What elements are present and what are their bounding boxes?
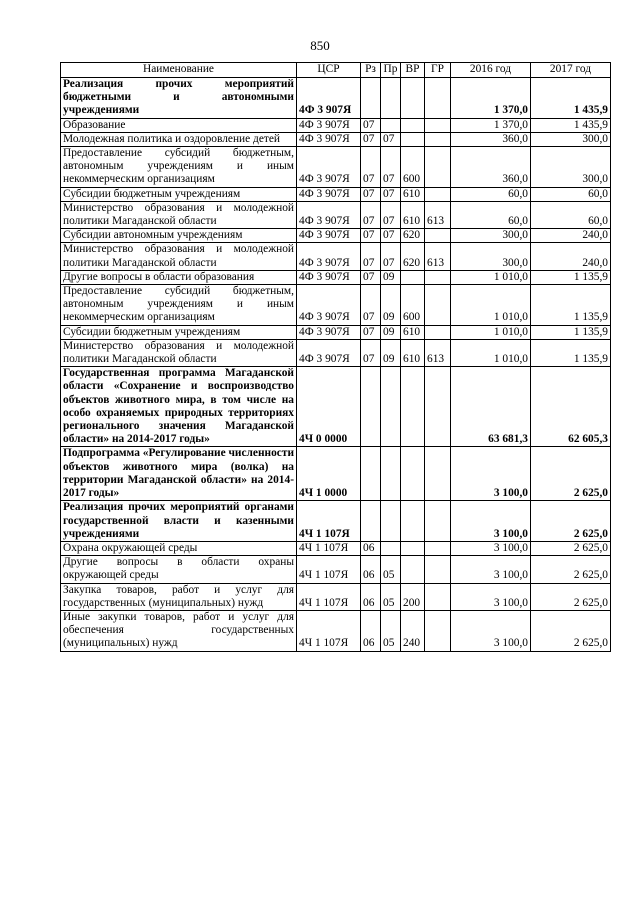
cell-csr: 4Ф 3 907Я — [297, 285, 361, 326]
header-2016: 2016 год — [451, 63, 531, 78]
cell-gr — [425, 556, 451, 583]
cell-rz — [361, 78, 381, 119]
cell-name: Реализация прочих мероприятий бюджетными и автономными учреждениями — [61, 78, 297, 119]
cell-csr: 4Ф 3 907Я — [297, 229, 361, 243]
cell-gr — [425, 270, 451, 284]
cell-name: Иные закупки товаров, работ и услуг для обеспечения государственных (муниципальных) нужд — [61, 610, 297, 651]
cell-vr: 240 — [401, 610, 425, 651]
cell-2016: 3 100,0 — [451, 501, 531, 542]
cell-gr — [425, 447, 451, 501]
cell-rz: 07 — [361, 201, 381, 228]
cell-name: Молодежная политика и оздоровление детей — [61, 132, 297, 146]
cell-vr: 610 — [401, 339, 425, 366]
table-row — [61, 147, 611, 188]
cell-gr — [425, 132, 451, 146]
cell-gr — [425, 229, 451, 243]
table-row — [61, 367, 611, 447]
cell-rz: 07 — [361, 147, 381, 188]
cell-2016: 60,0 — [451, 201, 531, 228]
cell-2016: 1 370,0 — [451, 78, 531, 119]
cell-2017: 2 625,0 — [531, 541, 611, 555]
header-2017: 2017 год — [531, 63, 611, 78]
cell-csr: 4Ч 1 107Я — [297, 501, 361, 542]
cell-2017: 1 435,9 — [531, 78, 611, 119]
cell-name: Другие вопросы в области охраны окружающей среды — [61, 556, 297, 583]
cell-pr — [381, 541, 401, 555]
cell-2016: 360,0 — [451, 132, 531, 146]
header-rz: Рз — [361, 63, 381, 78]
table-row — [61, 556, 611, 583]
cell-2017: 2 625,0 — [531, 447, 611, 501]
cell-2016: 3 100,0 — [451, 583, 531, 610]
cell-rz: 07 — [361, 132, 381, 146]
cell-csr: 4Ф 3 907Я — [297, 270, 361, 284]
cell-name: Подпрограмма «Регулирование численности объектов животного мира (волка) на территории Магаданской области» на 2014-2017 годы» — [61, 447, 297, 501]
cell-vr: 600 — [401, 285, 425, 326]
cell-csr: 4Ч 1 0000 — [297, 447, 361, 501]
cell-vr: 610 — [401, 187, 425, 201]
header-name: Наименование — [61, 63, 297, 78]
cell-pr: 07 — [381, 229, 401, 243]
cell-rz — [361, 447, 381, 501]
table-row — [61, 285, 611, 326]
cell-gr — [425, 367, 451, 447]
cell-2017: 2 625,0 — [531, 583, 611, 610]
budget-table — [60, 62, 611, 652]
cell-gr — [425, 325, 451, 339]
cell-gr — [425, 583, 451, 610]
cell-rz — [361, 367, 381, 447]
cell-name: Министерство образования и молодежной политики Магаданской области — [61, 339, 297, 366]
table-row — [61, 201, 611, 228]
table-row — [61, 501, 611, 542]
cell-csr: 4Ф 3 907Я — [297, 118, 361, 132]
cell-vr — [401, 78, 425, 119]
table-row — [61, 583, 611, 610]
cell-pr — [381, 118, 401, 132]
header-gr: ГР — [425, 63, 451, 78]
cell-rz: 07 — [361, 285, 381, 326]
table-body — [61, 78, 611, 652]
cell-rz: 06 — [361, 610, 381, 651]
cell-rz — [361, 501, 381, 542]
header-pr: Пр — [381, 63, 401, 78]
table-row — [61, 541, 611, 555]
cell-vr — [401, 270, 425, 284]
cell-rz: 07 — [361, 270, 381, 284]
cell-gr: 613 — [425, 201, 451, 228]
cell-vr — [401, 132, 425, 146]
cell-2016: 3 100,0 — [451, 556, 531, 583]
cell-name: Реализация прочих мероприятий органами государственной власти и казенными учреждениями — [61, 501, 297, 542]
cell-2016: 60,0 — [451, 187, 531, 201]
cell-rz: 07 — [361, 229, 381, 243]
cell-name: Охрана окружающей среды — [61, 541, 297, 555]
cell-csr: 4Ч 1 107Я — [297, 583, 361, 610]
cell-2016: 1 010,0 — [451, 270, 531, 284]
table-row — [61, 118, 611, 132]
cell-name: Другие вопросы в области образования — [61, 270, 297, 284]
cell-pr: 05 — [381, 556, 401, 583]
cell-gr — [425, 147, 451, 188]
cell-vr — [401, 118, 425, 132]
cell-2017: 62 605,3 — [531, 367, 611, 447]
cell-vr: 200 — [401, 583, 425, 610]
cell-csr: 4Ч 0 0000 — [297, 367, 361, 447]
cell-2017: 60,0 — [531, 187, 611, 201]
cell-2017: 1 135,9 — [531, 339, 611, 366]
table-row — [61, 339, 611, 366]
cell-pr — [381, 367, 401, 447]
cell-gr: 613 — [425, 243, 451, 270]
cell-2016: 1 010,0 — [451, 339, 531, 366]
cell-2017: 2 625,0 — [531, 501, 611, 542]
table-row — [61, 187, 611, 201]
table-row — [61, 325, 611, 339]
cell-vr: 620 — [401, 229, 425, 243]
cell-gr — [425, 610, 451, 651]
cell-gr — [425, 78, 451, 119]
cell-gr — [425, 501, 451, 542]
cell-2016: 300,0 — [451, 229, 531, 243]
cell-csr: 4Ф 3 907Я — [297, 339, 361, 366]
table-row — [61, 270, 611, 284]
table-row — [61, 229, 611, 243]
cell-2016: 300,0 — [451, 243, 531, 270]
cell-gr — [425, 285, 451, 326]
table-row — [61, 243, 611, 270]
cell-vr: 610 — [401, 201, 425, 228]
cell-2017: 2 625,0 — [531, 610, 611, 651]
cell-pr — [381, 78, 401, 119]
cell-pr: 09 — [381, 325, 401, 339]
cell-rz: 07 — [361, 243, 381, 270]
cell-pr — [381, 447, 401, 501]
cell-rz: 07 — [361, 325, 381, 339]
cell-pr: 07 — [381, 201, 401, 228]
cell-pr: 09 — [381, 339, 401, 366]
cell-pr: 07 — [381, 132, 401, 146]
cell-csr: 4Ф 3 907Я — [297, 187, 361, 201]
cell-csr: 4Ф 3 907Я — [297, 147, 361, 188]
cell-csr: 4Ч 1 107Я — [297, 556, 361, 583]
cell-rz: 06 — [361, 556, 381, 583]
cell-name: Государственная программа Магаданской области «Сохранение и воспроизводство объектов животного мира, в том числе на особо охраняемых природных территориях регионального значения Магаданской области» на 2014-2017 годы» — [61, 367, 297, 447]
cell-2017: 60,0 — [531, 201, 611, 228]
cell-pr — [381, 501, 401, 542]
cell-pr: 09 — [381, 285, 401, 326]
cell-name: Министерство образования и молодежной политики Магаданской области — [61, 201, 297, 228]
cell-vr: 620 — [401, 243, 425, 270]
cell-pr: 05 — [381, 610, 401, 651]
cell-vr — [401, 541, 425, 555]
header-vr: ВР — [401, 63, 425, 78]
table-row — [61, 447, 611, 501]
cell-pr: 05 — [381, 583, 401, 610]
cell-name: Закупка товаров, работ и услуг для государственных (муниципальных) нужд — [61, 583, 297, 610]
cell-2017: 1 435,9 — [531, 118, 611, 132]
cell-2016: 3 100,0 — [451, 447, 531, 501]
cell-vr — [401, 447, 425, 501]
cell-2017: 300,0 — [531, 132, 611, 146]
cell-pr: 09 — [381, 270, 401, 284]
cell-gr — [425, 118, 451, 132]
cell-rz: 07 — [361, 118, 381, 132]
cell-2017: 1 135,9 — [531, 270, 611, 284]
cell-rz: 06 — [361, 583, 381, 610]
cell-vr: 610 — [401, 325, 425, 339]
cell-2016: 1 010,0 — [451, 325, 531, 339]
cell-rz: 06 — [361, 541, 381, 555]
cell-2017: 2 625,0 — [531, 556, 611, 583]
cell-pr: 07 — [381, 243, 401, 270]
cell-rz: 07 — [361, 339, 381, 366]
cell-vr — [401, 367, 425, 447]
cell-vr — [401, 501, 425, 542]
cell-2016: 1 370,0 — [451, 118, 531, 132]
cell-2016: 1 010,0 — [451, 285, 531, 326]
cell-2017: 240,0 — [531, 243, 611, 270]
cell-2016: 63 681,3 — [451, 367, 531, 447]
cell-csr: 4Ф 3 907Я — [297, 132, 361, 146]
table-row — [61, 132, 611, 146]
cell-name: Образование — [61, 118, 297, 132]
cell-2017: 1 135,9 — [531, 325, 611, 339]
cell-name: Субсидии бюджетным учреждениям — [61, 187, 297, 201]
header-csr: ЦСР — [297, 63, 361, 78]
cell-name: Предоставление субсидий бюджетным, автономным учреждениям и иным некоммерческим организациям — [61, 285, 297, 326]
cell-rz: 07 — [361, 187, 381, 201]
header-row — [61, 63, 611, 78]
cell-2016: 3 100,0 — [451, 610, 531, 651]
cell-vr: 600 — [401, 147, 425, 188]
cell-gr — [425, 541, 451, 555]
cell-gr — [425, 187, 451, 201]
table-row — [61, 78, 611, 119]
cell-2016: 360,0 — [451, 147, 531, 188]
table-row — [61, 610, 611, 651]
cell-name: Предоставление субсидий бюджетным, автономным учреждениям и иным некоммерческим организациям — [61, 147, 297, 188]
cell-2017: 1 135,9 — [531, 285, 611, 326]
cell-gr: 613 — [425, 339, 451, 366]
cell-name: Субсидии автономным учреждениям — [61, 229, 297, 243]
cell-2016: 3 100,0 — [451, 541, 531, 555]
cell-vr — [401, 556, 425, 583]
cell-csr: 4Ф 3 907Я — [297, 325, 361, 339]
page-number: 850 — [310, 38, 330, 53]
cell-pr: 07 — [381, 147, 401, 188]
cell-name: Субсидии бюджетным учреждениям — [61, 325, 297, 339]
cell-csr: 4Ф 3 907Я — [297, 201, 361, 228]
cell-2017: 300,0 — [531, 147, 611, 188]
cell-csr: 4Ч 1 107Я — [297, 541, 361, 555]
cell-name: Министерство образования и молодежной политики Магаданской области — [61, 243, 297, 270]
cell-2017: 240,0 — [531, 229, 611, 243]
cell-csr: 4Ф 3 907Я — [297, 243, 361, 270]
cell-csr: 4Ч 1 107Я — [297, 610, 361, 651]
cell-csr: 4Ф 3 907Я — [297, 78, 361, 119]
cell-pr: 07 — [381, 187, 401, 201]
